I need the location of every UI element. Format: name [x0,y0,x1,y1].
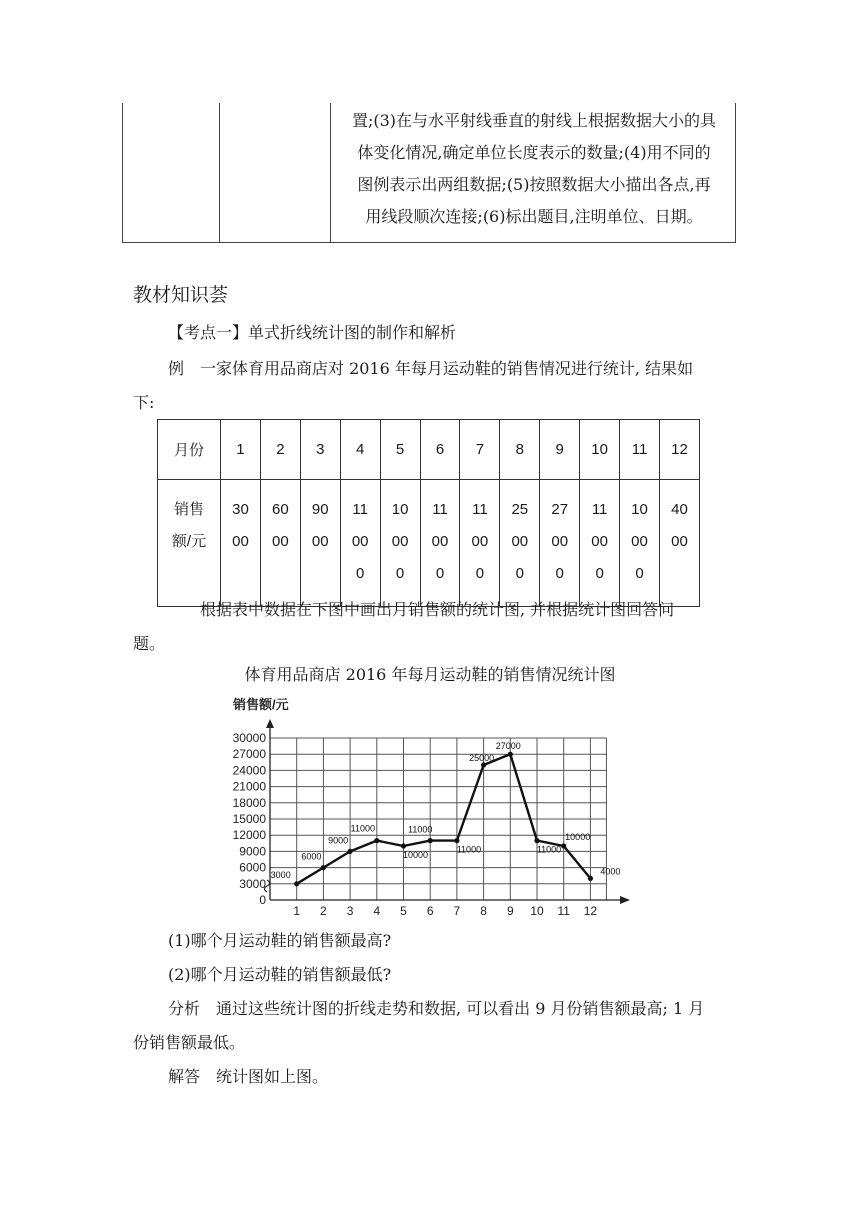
data-point [588,876,593,881]
sales-cell-fragment: 0 [595,565,604,582]
data-label: 10000 [402,850,429,860]
month-cell: 6 [420,420,460,480]
instruction-text: 根据表中数据在下图中画出月销售额的统计图, 并根据统计图回答问 [200,600,675,619]
data-label: 11000 [536,844,562,855]
data-label: 11000 [456,844,482,855]
sales-cell-fragment: 00 [232,533,249,550]
sales-cell-fragment: 27 [551,501,569,518]
y-tick-label: 21000 [232,779,266,794]
header-line: 销售 [173,501,204,518]
y-tick-label: 30000 [232,731,266,745]
y-tick-label: 24000 [232,763,266,778]
section-heading: 教材知识荟 [133,284,229,306]
example-text: 例 一家体育用品商店对 2016 年每月运动鞋的销售情况进行统计, 结果如 [168,359,694,378]
x-tick-label: 11 [557,904,570,918]
month-cell: 4 [340,420,380,480]
question-2: (2)哪个月运动鞋的销售额最低? [168,965,392,984]
sales-cell-fragment: 11 [591,501,608,518]
table-header-month: 月份 [158,420,221,480]
step-line: 体变化情况,确定单位长度表示的数量;(4)用不同的 [357,143,711,162]
answer-text: 解答 统计图如上图。 [168,1067,329,1086]
step-line: 置;(3)在与水平射线垂直的射线上根据数据大小的具 [351,111,717,130]
data-point [561,843,566,848]
sales-cell-fragment: 90 [311,501,329,518]
instruction-text-cont: 题。 [133,634,166,653]
sales-cell-fragment: 00 [631,533,648,550]
sales-cell-fragment: 0 [356,565,365,582]
y-tick-label: 3000 [239,876,266,891]
sales-cell-fragment: 40 [671,501,688,518]
header-line: 额/元 [171,533,207,550]
data-point [481,762,486,767]
data-point [374,838,379,843]
y-tick-label: 27000 [232,747,266,762]
y-tick-label: 12000 [232,828,266,843]
data-point [401,843,406,848]
month-cell: 3 [300,420,340,480]
x-tick-label: 7 [453,904,461,918]
sales-cell-fragment: 10 [391,501,409,518]
chart-title: 体育用品商店 2016 年每月运动鞋的销售情况统计图 [244,665,616,684]
y-tick-label: 9000 [239,844,266,859]
month-cell: 11 [620,420,660,480]
month-cell: 5 [380,420,420,480]
step-line: 图例表示出两组数据;(5)按照数据大小描出各点,再 [357,175,711,194]
x-tick-label: 10 [530,904,544,918]
data-point [508,752,513,757]
sales-cell-fragment: 00 [272,533,289,550]
sales-cell-fragment: 11 [432,501,448,518]
x-tick-label: 3 [346,904,354,918]
month-cell: 10 [580,420,620,480]
data-label: 11000 [350,823,375,834]
x-axis-arrow [620,896,630,904]
y-tick-label: 0 [259,893,266,907]
y-tick-label: 15000 [232,812,266,826]
data-point [428,838,433,843]
sales-cell-fragment: 0 [395,565,405,582]
sales-cell-fragment: 25 [511,501,529,518]
data-label: 3000 [270,869,291,880]
sales-cell-fragment: 00 [471,533,489,550]
y-tick-label: 6000 [239,860,266,875]
y-axis-label: 销售额/元 [233,697,289,712]
sales-cell-fragment: 60 [272,501,289,518]
example-text-cont: 下: [133,393,155,412]
data-point [534,838,539,843]
data-point [454,838,459,843]
x-tick-label: 6 [426,904,434,918]
data-point [348,849,353,854]
data-point [294,881,299,886]
sales-cell-fragment: 10 [631,501,648,518]
month-cell: 7 [460,420,500,480]
x-tick-label: 12 [583,904,598,918]
sales-cell-fragment: 30 [232,501,249,518]
month-cell: 2 [260,420,300,480]
sales-cell-fragment: 0 [555,565,564,582]
x-tick-label: 1 [293,904,301,918]
sales-cell-fragment: 0 [635,565,644,582]
data-label: 9000 [328,835,349,846]
question-1: (1)哪个月运动鞋的销售额最高? [168,931,392,950]
sales-cell-fragment: 0 [435,565,445,582]
sales-cell-fragment: 00 [551,533,569,550]
sales-cell-fragment: 11 [352,501,368,518]
data-label: 25000 [469,753,495,763]
sales-cell-fragment: 00 [311,533,329,550]
x-tick-label: 5 [400,904,407,918]
sales-cell-fragment: 00 [591,533,608,550]
sales-cell-fragment: 0 [475,565,485,582]
data-label: 4000 [600,866,621,877]
sales-cell-fragment: 00 [351,533,369,550]
sales-cell-fragment: 11 [472,501,488,518]
sales-cell-fragment: 00 [671,533,688,550]
x-tick-label: 8 [480,904,487,918]
analysis-text: 分析 通过这些统计图的折线走势和数据, 可以看出 9 月份销售额最高; 1 月 [168,999,705,1018]
month-cell: 1 [221,420,261,480]
x-tick-label: 2 [320,904,327,918]
y-tick-label: 18000 [232,795,266,810]
x-tick-label: 9 [506,904,514,918]
analysis-text-cont: 份销售额最低。 [133,1033,246,1052]
month-cell: 9 [540,420,580,480]
data-label: 11000 [408,824,433,835]
sales-cell-fragment: 00 [391,533,409,550]
step-line: 用线段顺次连接;(6)标出题目,注明单位、日期。 [365,207,703,226]
month-cell: 12 [659,420,699,480]
x-tick-label: 4 [373,904,381,918]
data-point [321,865,326,870]
sales-cell-fragment: 0 [515,565,524,582]
sales-cell-fragment: 00 [511,533,529,550]
kaodian-heading: 【考点一】单式折线统计图的制作和解析 [168,323,457,342]
y-axis-arrow [266,719,274,728]
data-label: 10000 [565,832,591,842]
data-label: 27000 [495,741,521,752]
month-cell: 8 [500,420,540,480]
data-label: 6000 [301,851,322,862]
sales-cell-fragment: 00 [431,533,449,550]
